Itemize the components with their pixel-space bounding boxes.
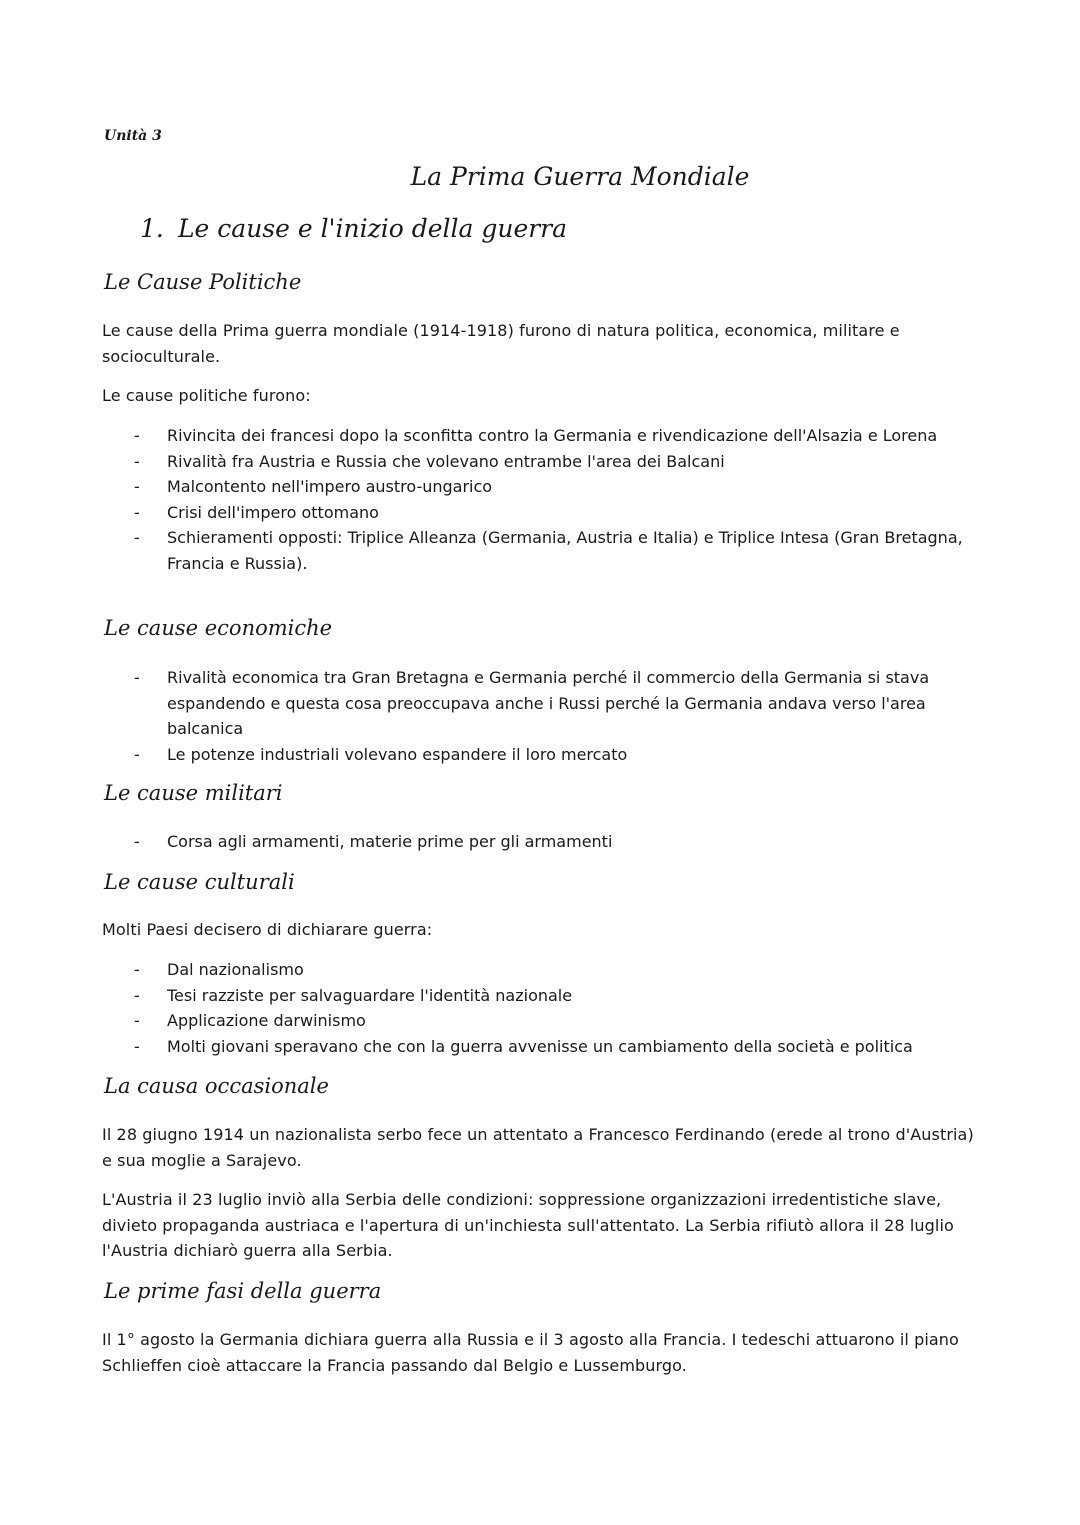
paragraph-prime-fasi-1: Il 1° agosto la Germania dichiara guerra alla Russia e il 3 agosto alla Francia. I tedeschi attuarono il piano Schlieffen cioè attaccare la Francia passando dal Belgio e Lussemburgo. bbox=[102, 1330, 959, 1375]
list-economiche bbox=[132, 665, 977, 767]
paragraph-occasionale-1: Il 28 giugno 1914 un nazionalista serbo fece un attentato a Francesco Ferdinando (erede al trono d'Austria) e sua moglie a Sarajevo. bbox=[102, 1125, 974, 1170]
list-item: - Molti giovani speravano che con la guerra avvenisse un cambiamento della società e politica bbox=[132, 1034, 977, 1060]
list-item: - Dal nazionalismo bbox=[132, 957, 977, 983]
section-heading-politiche: Le Cause Politiche bbox=[104, 270, 302, 294]
section-heading-prime-fasi: Le prime fasi della guerra bbox=[104, 1279, 382, 1303]
list-politiche bbox=[132, 423, 977, 576]
list-item: - Applicazione darwinismo bbox=[132, 1008, 977, 1034]
list-item: - Schieramenti opposti: Triplice Alleanza (Germania, Austria e Italia) e Triplice Intesa (Gran Bretagna, Francia e Russia). bbox=[132, 525, 977, 576]
list-item: - Rivincita dei francesi dopo la sconfitta contro la Germania e rivendicazione dell'Alsazia e Lorena bbox=[132, 423, 977, 449]
page-title-text: La Prima Guerra Mondiale bbox=[410, 162, 750, 191]
chapter-heading bbox=[140, 214, 567, 243]
paragraph-politiche-lead: Le cause politiche furono: bbox=[102, 386, 311, 405]
chapter-number: 1. bbox=[140, 214, 164, 243]
list-item: - Malcontento nell'impero austro-ungarico bbox=[132, 474, 977, 500]
list-item: - Rivalità economica tra Gran Bretagna e Germania perché il commercio della Germania si stava espandendo e questa cosa preoccupava anche i Russi perché la Germania andava verso l'area balcanica bbox=[132, 665, 977, 742]
section-heading-militari: Le cause militari bbox=[104, 781, 283, 805]
list-item: - Crisi dell'impero ottomano bbox=[132, 500, 977, 526]
list-item: - Tesi razziste per salvaguardare l'identità nazionale bbox=[132, 983, 977, 1009]
list-culturali bbox=[132, 957, 977, 1059]
list-militari bbox=[132, 829, 977, 855]
page-title bbox=[0, 162, 1080, 191]
chapter-title: Le cause e l'inizio della guerra bbox=[177, 214, 568, 243]
paragraph-occasionale-2: L'Austria il 23 luglio inviò alla Serbia delle condizioni: soppressione organizzazioni irredentistiche slave, divieto propaganda austriaca e l'apertura di un'inchiesta sull'attentato. La Serbia rifiutò allora il 28 luglio l'Austria dichiarò guerra alla Serbia. bbox=[102, 1190, 954, 1260]
unit-label: Unità 3 bbox=[104, 128, 162, 144]
list-item: - Le potenze industriali volevano espandere il loro mercato bbox=[132, 742, 977, 768]
list-item: - Rivalità fra Austria e Russia che volevano entrambe l'area dei Balcani bbox=[132, 449, 977, 475]
section-heading-economiche: Le cause economiche bbox=[104, 616, 333, 640]
section-heading-culturali: Le cause culturali bbox=[104, 870, 295, 894]
paragraph-culturali-lead: Molti Paesi decisero di dichiarare guerra: bbox=[102, 920, 433, 939]
list-item: - Corsa agli armamenti, materie prime per gli armamenti bbox=[132, 829, 977, 855]
section-heading-occasionale: La causa occasionale bbox=[104, 1074, 329, 1098]
paragraph-politiche-intro: Le cause della Prima guerra mondiale (1914-1918) furono di natura politica, economica, militare e socioculturale. bbox=[102, 321, 900, 366]
